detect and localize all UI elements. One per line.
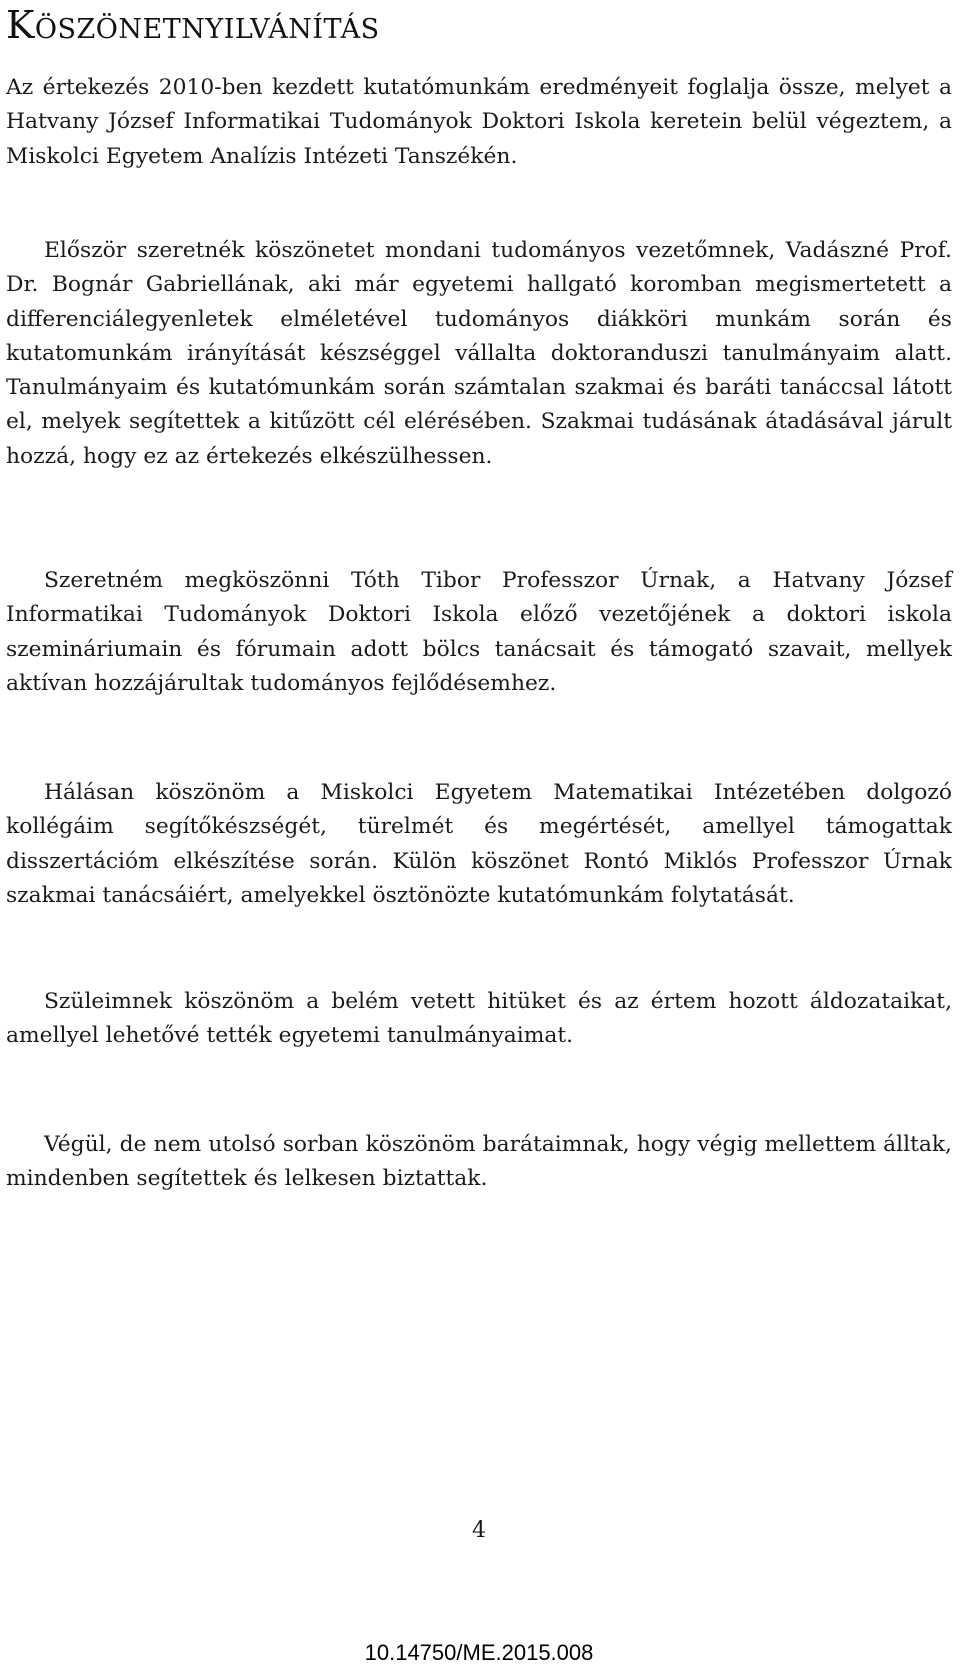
paragraph-doctoral-school-thanks: Szeretném megköszönni Tóth Tibor Professzor Úrnak, a Hatvany József Informatikai Tudományok Doktori Iskola előző vezetőjének a doktori iskola szemináriumain és fórumain adott bölcs tanácsait és támogató szavait, mellyek aktívan hozzájárultak tudományos fejlődésemhez. [6,568,952,696]
paragraph-friends-thanks: Végül, de nem utolsó sorban köszönöm barátaimnak, hogy végig mellettem álltak, mindenben segítettek és lelkesen biztattak. [6,1132,952,1192]
page-number: 4 [472,1518,486,1543]
paragraph-parents-thanks: Szüleimnek köszönöm a belém vetett hitüket és az értem hozott áldozataikat, amellyel lehetővé tették egyetemi tanulmányaimat. [6,989,952,1049]
doi-footer: 10.14750/ME.2015.008 [364,1640,594,1665]
paragraph-colleagues-thanks: Hálásan köszönöm a Miskolci Egyetem Matematikai Intézetében dolgozó kollégáim segítőkészségét, türelmét és megértését, amellyel támogattak disszertációm elkészítése során. Külön köszönet Rontó Miklós Professzor Úrnak szakmai tanácsáiért, amelyekkel ösztönözte kutatómunkám folytatását. [6,780,952,908]
page-title: Köszönetnyilvánítás [6,3,380,47]
paragraph-introduction: Az értekezés 2010-ben kezdett kutatómunkám eredményeit foglalja össze, melyet a Hatvany József Informatikai Tudományok Doktori Iskola keretein belül végeztem, a Miskolci Egyetem Analízis Intézeti Tanszékén. [6,75,952,169]
paragraph-supervisor-thanks: Először szeretnék köszönetet mondani tudományos vezetőmnek, Vadászné Prof. Dr. Bognár Gabriellának, aki már egyetemi hallgató koromban megismertetett a differenciálegyenletek elméletével tudományos diákköri munkám során és kutatomunkám irányítását készséggel vállalta doktoranduszi tanulmányaim alatt. Tanulmányaim és kutatómunkám során számtalan szakmai és baráti tanáccsal látott el, melyek segítettek a kitűzött cél elérésében. Szakmai tudásának átadásával járult hozzá, hogy ez az értekezés elkészülhessen. [6,238,952,469]
